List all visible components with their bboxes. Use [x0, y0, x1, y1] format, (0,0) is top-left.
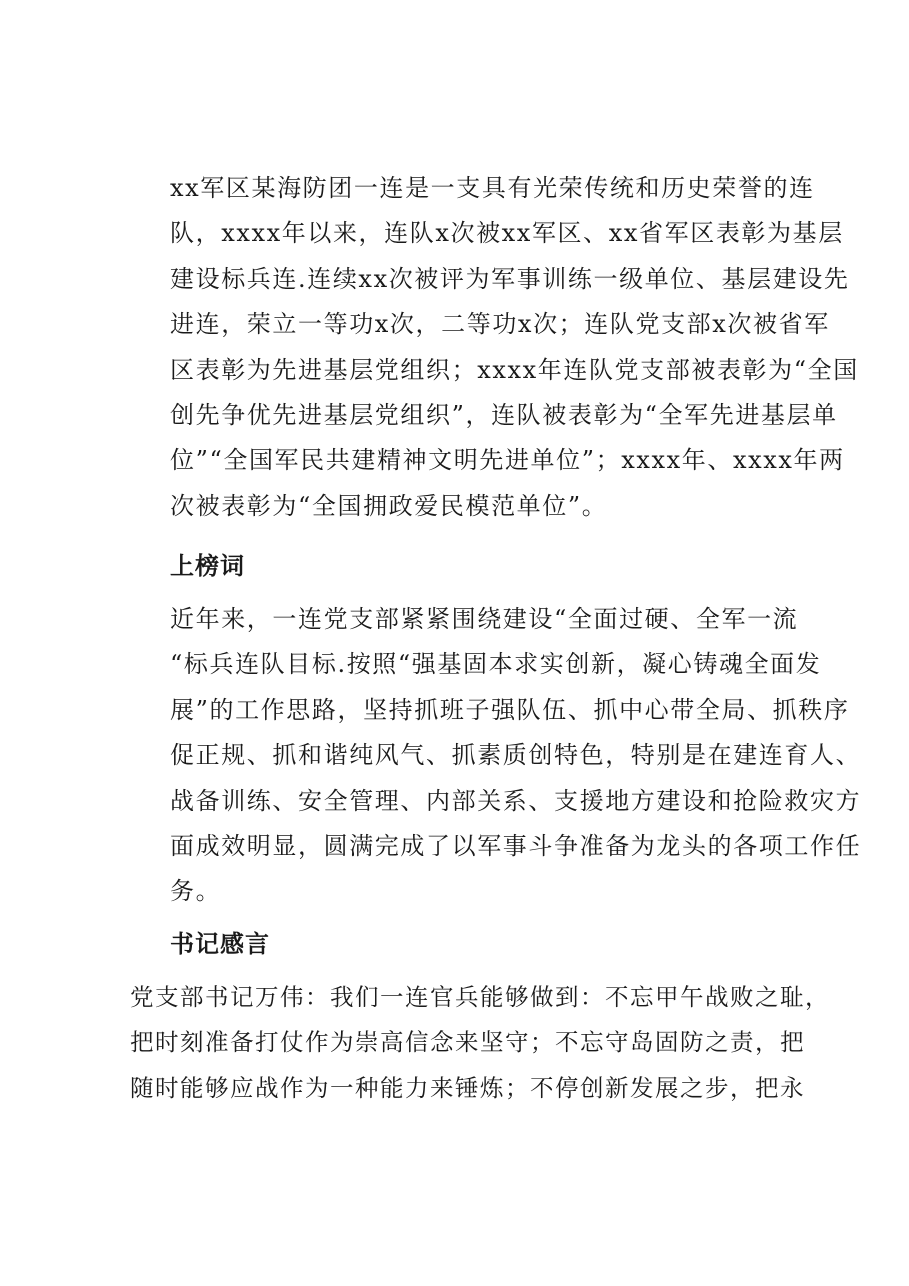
text-line: 党支部书记万伟：我们一连官兵能够做到：不忘甲午战败之耻，: [130, 983, 830, 1011]
text-line: 建设标兵连.连续xx次被评为军事训练一级单位、基层建设先: [170, 264, 850, 293]
text-line: 面成效明显，圆满完成了以军事斗争准备为龙头的各项工作任: [170, 832, 862, 861]
text-line: “标兵连队目标.按照“强基固本求实创新，凝心铸魂全面发: [170, 650, 822, 679]
text-line: 促正规、抓和谐纯风气、抓素质创特色，特别是在建连育人、: [170, 741, 862, 770]
text-line: 创先争优先进基层党组织”，连队被表彰为“全军先进基层单: [170, 401, 838, 430]
secretary-remarks-paragraph: [130, 975, 830, 1111]
text-line: 随时能够应战作为一种能力来锤炼；不停创新发展之步，把永: [130, 1073, 805, 1102]
section-heading-secretary-remarks: 书记感言: [170, 930, 270, 958]
text-line: 队，xxxx年以来，连队x次被xx军区、xx省军区表彰为基层: [170, 219, 844, 248]
citation-paragraph: [170, 597, 862, 915]
text-line: 区表彰为先进基层党组织；xxxx年连队党支部被表彰为“全国: [170, 355, 859, 384]
text-line: 次被表彰为“全国拥政爱民模范单位”。: [170, 491, 608, 520]
section-heading-citation: 上榜词: [170, 552, 245, 580]
text-line: 把时刻准备打仗作为崇高信念来坚守；不忘守岛固防之责，把: [130, 1028, 805, 1057]
text-line: 战备训练、安全管理、内部关系、支援地方建设和抢险救灾方: [170, 786, 862, 815]
text-line: xx军区某海防团一连是一支具有光荣传统和历史荣誉的连: [170, 174, 815, 202]
company-introduction-paragraph: [170, 166, 859, 529]
text-line: 进连，荣立一等功x次，二等功x次；连队党支部x次被省军: [170, 310, 830, 339]
text-line: 位”“全国军民共建精神文明先进单位”；xxxx年、xxxx年两: [170, 446, 845, 475]
text-line: 展”的工作思路，坚持抓班子强队伍、抓中心带全局、抓秩序: [170, 695, 850, 724]
text-line: 务。: [170, 877, 222, 906]
text-line: 近年来，一连党支部紧紧围绕建设“全面过硬、全军一流: [170, 605, 799, 633]
